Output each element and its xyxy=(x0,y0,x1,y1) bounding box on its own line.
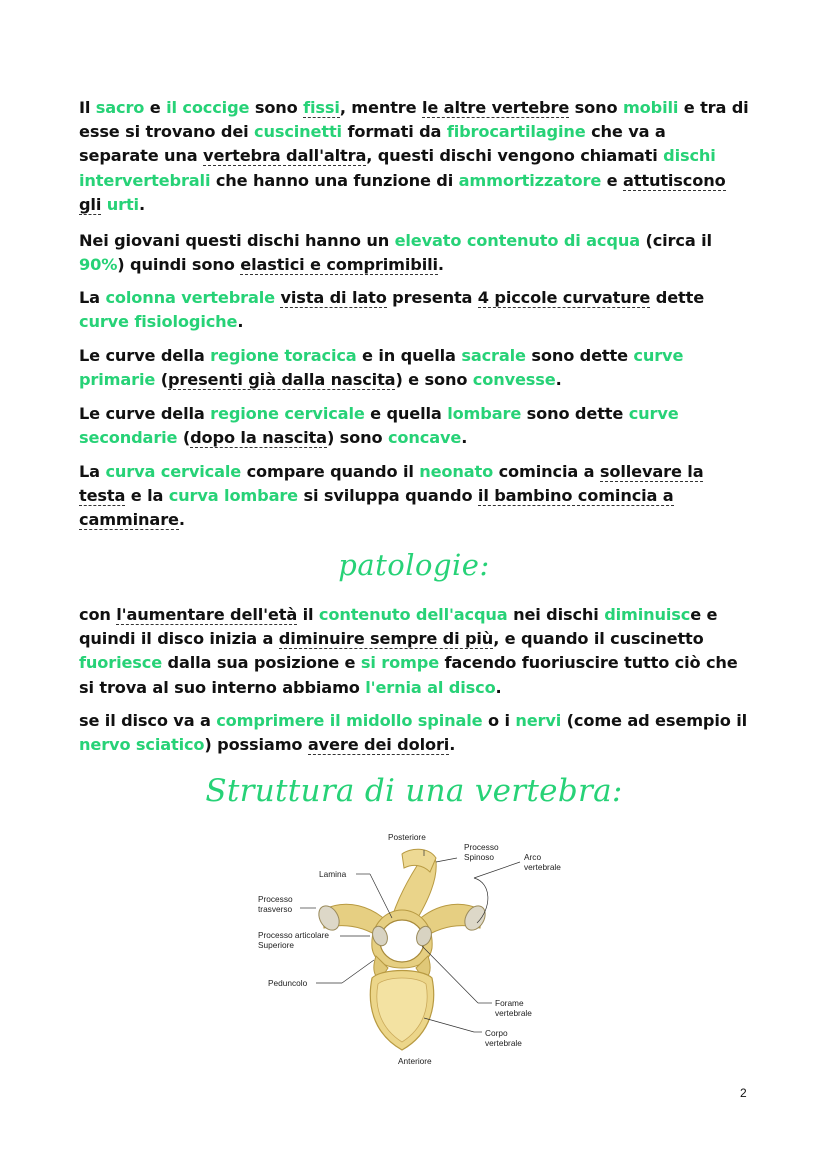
text-run: . xyxy=(495,677,502,697)
text-run: e in quella xyxy=(356,346,462,365)
text-run: nei dischi xyxy=(507,605,605,624)
label-peduncolo: Peduncolo xyxy=(268,978,308,988)
underlined-phrase: presenti già dalla nascita xyxy=(167,370,396,390)
highlight-term: curve secondarie xyxy=(79,404,679,448)
underlined-phrase: il bambino comincia a camminare xyxy=(79,486,674,530)
text-run: Il xyxy=(79,98,96,117)
text-run: La xyxy=(79,288,106,307)
paragraph-sacro-coccige xyxy=(79,96,749,217)
highlight-term: sacrale xyxy=(461,346,526,365)
paragraph-curva-cervicale xyxy=(79,460,749,533)
label-forame-vertebrale: Forame vertebrale xyxy=(495,998,532,1018)
text-run: o i xyxy=(482,711,516,730)
heading-patologie: patologie: xyxy=(338,548,490,582)
vertebra-illustration xyxy=(252,828,561,1073)
text-run: e la xyxy=(125,486,169,506)
highlight-term: mobili xyxy=(622,98,679,117)
text-run: ) possiamo xyxy=(204,735,308,755)
text-run: ) sono xyxy=(326,428,388,448)
highlight-term: cuscinetti xyxy=(254,122,342,142)
text-run: sono xyxy=(569,98,623,117)
paragraph-midollo-nervi xyxy=(79,709,749,757)
highlight-term: comprimere il midollo spinale xyxy=(216,711,483,730)
label-corpo-vertebrale: Corpo vertebrale xyxy=(485,1028,522,1048)
text-run: ) e sono xyxy=(395,370,473,390)
text-run: si sviluppa quando xyxy=(298,486,478,506)
highlight-term: concave xyxy=(387,428,462,448)
label-anteriore: Anteriore xyxy=(398,1056,432,1066)
highlight-term: colonna vertebrale xyxy=(105,288,275,307)
text-run: . xyxy=(437,255,444,275)
text-run: , questi dischi vengono chiamati xyxy=(366,146,664,166)
text-run: e quella xyxy=(364,404,448,423)
underlined-phrase: sollevare la testa xyxy=(79,462,704,506)
highlight-term: dischi intervertebrali xyxy=(79,146,716,190)
highlight-term: l'ernia al disco xyxy=(365,677,496,697)
text-run: . xyxy=(461,428,468,448)
text-run: con xyxy=(79,605,117,624)
label-processo-spinoso: Processo Spinoso xyxy=(464,842,499,862)
highlight-term: ammortizzatore xyxy=(458,170,602,190)
text-run: dalla sua posizione e xyxy=(162,653,361,673)
text-run: formati da xyxy=(341,122,447,142)
highlight-term: curva cervicale xyxy=(105,462,242,481)
text-run: . xyxy=(449,735,456,755)
text-run: comincia a xyxy=(493,462,600,481)
text-run: facendo fuoriuscire tutto ciò che si trova al suo interno abbiamo xyxy=(79,653,738,697)
text-run: dette xyxy=(650,288,705,307)
underlined-phrase: l'aumentare dell'età xyxy=(116,605,298,624)
text-run: sono xyxy=(249,98,304,117)
underlined-phrase: avere dei dolori xyxy=(307,735,450,755)
highlight-term: il coccige xyxy=(166,98,250,117)
highlight-term: curve primarie xyxy=(79,346,684,390)
text-run: ( xyxy=(155,370,168,390)
highlight-term: lombare xyxy=(447,404,522,423)
highlight-term: regione cervicale xyxy=(210,404,365,423)
text-run: presenta xyxy=(386,288,478,307)
underlined-phrase: 4 piccole curvature xyxy=(477,288,651,307)
heading-struttura-vertebra: Struttura di una vertebra: xyxy=(205,773,623,809)
highlight-term: sacro xyxy=(95,98,145,117)
underlined-phrase: vertebra dall'altra xyxy=(203,146,367,166)
text-run: e xyxy=(144,98,167,117)
text-run: e xyxy=(601,170,623,190)
highlight-term: nervo sciatico xyxy=(79,735,205,755)
underlined-phrase: fissi xyxy=(303,98,340,117)
highlight-term: diminuisc xyxy=(604,605,691,624)
highlight-term: urti xyxy=(106,194,139,214)
paragraph-curve-secondarie xyxy=(79,402,749,450)
paragraph-colonna-vertebrale xyxy=(79,286,749,334)
highlight-term: fuoriesce xyxy=(79,653,163,673)
highlight-term: regione toracica xyxy=(210,346,357,365)
text-run: Nei giovani questi dischi hanno un xyxy=(79,231,395,250)
text-run: (come ad esempio il xyxy=(561,711,747,730)
highlight-term: si rompe xyxy=(360,653,440,673)
text-run: (circa il xyxy=(639,231,712,250)
text-run: . xyxy=(178,510,185,530)
highlight-term: convesse xyxy=(472,370,556,390)
text-run: ) quindi sono xyxy=(117,255,241,275)
label-processo-articolare: Processo articolare Superiore xyxy=(258,930,330,950)
highlight-term: elevato contenuto di acqua xyxy=(394,231,640,250)
underlined-phrase: dopo la nascita xyxy=(190,428,327,448)
underlined-phrase: le altre vertebre xyxy=(421,98,570,117)
text-run: sono dette xyxy=(521,404,629,423)
text-run: . xyxy=(138,194,145,214)
highlight-term: contenuto dell'acqua xyxy=(318,605,508,624)
paragraph-curve-primarie xyxy=(79,344,749,392)
text-run: se il disco va a xyxy=(79,711,217,730)
text-run: . xyxy=(237,312,244,332)
paragraph-ernia-disco xyxy=(79,603,749,700)
underlined-phrase: elastici e comprimibili xyxy=(240,255,438,275)
highlight-term: neonato xyxy=(419,462,494,481)
label-arco-vertebrale: Arco vertebrale xyxy=(524,852,561,872)
underlined-phrase: attutiscono gli xyxy=(79,170,726,214)
text-run: che hanno una funzione di xyxy=(210,170,459,190)
text-run: e e quindi il disco inizia a xyxy=(79,605,718,649)
highlight-term: 90% xyxy=(79,255,118,275)
label-lamina: Lamina xyxy=(319,869,347,879)
highlight-term: nervi xyxy=(515,711,562,730)
text-run: , e quando il cuscinetto xyxy=(493,629,704,649)
highlight-term: fibrocartilagine xyxy=(446,122,586,142)
text-run: compare quando il xyxy=(241,462,420,481)
text-run: , mentre xyxy=(339,98,422,117)
label-processo-trasverso: Processo trasverso xyxy=(258,894,293,914)
highlight-term: curve fisiologiche xyxy=(79,312,238,332)
text-run: Le curve della xyxy=(79,346,211,365)
paragraph-dischi-giovani xyxy=(79,229,749,277)
text-run: il xyxy=(297,605,319,624)
text-run: e tra di esse si trovano dei xyxy=(79,98,749,142)
highlight-term: curva lombare xyxy=(168,486,299,506)
underlined-phrase: diminuire sempre di più xyxy=(278,629,494,649)
text-run: che va a separate una xyxy=(79,122,666,166)
underlined-phrase: vista di lato xyxy=(280,288,387,307)
text-run: La xyxy=(79,462,106,481)
label-posteriore: Posteriore xyxy=(388,832,426,842)
text-run: Le curve della xyxy=(79,404,211,423)
page-number: 2 xyxy=(740,1086,747,1100)
text-run: . xyxy=(555,370,562,390)
text-run: ( xyxy=(177,428,191,448)
text-run: sono dette xyxy=(525,346,634,365)
